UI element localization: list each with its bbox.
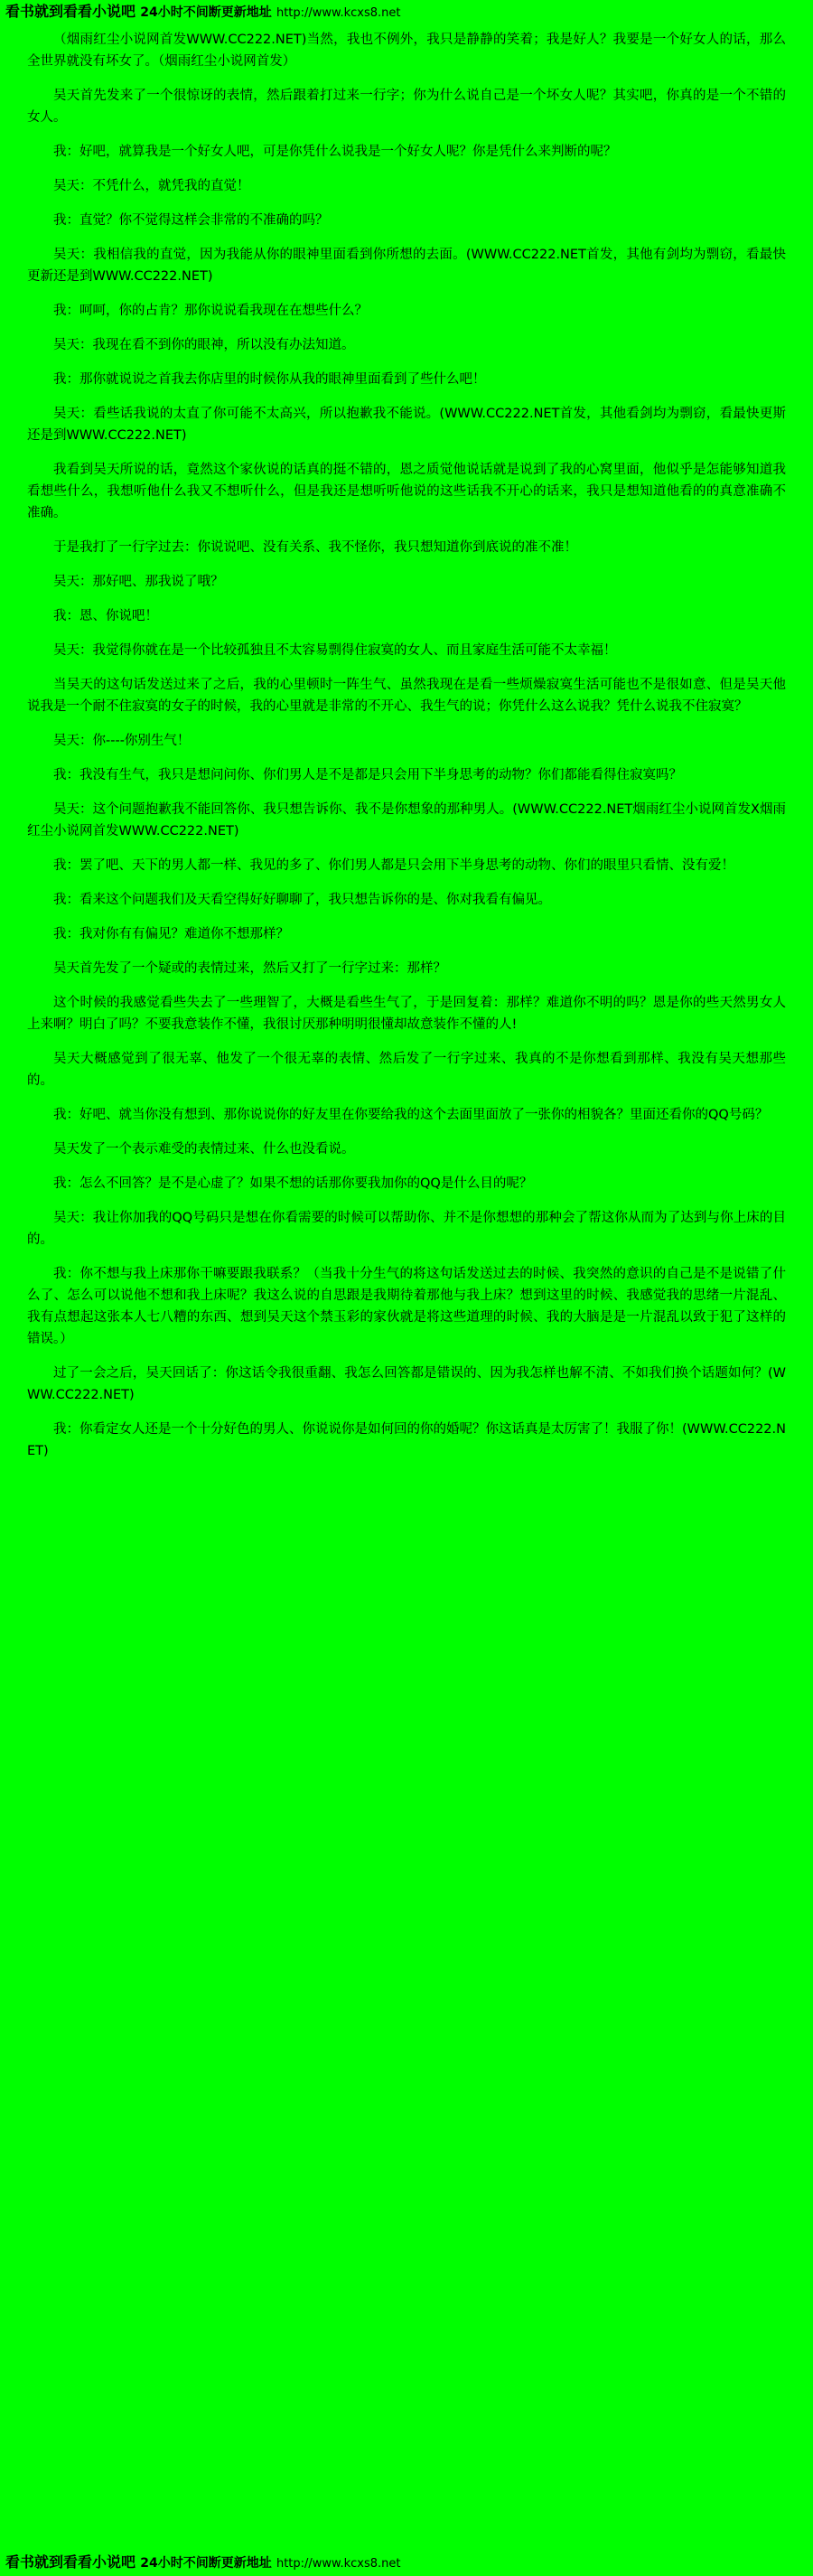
paragraph: 我：看来这个问题我们及天看空得好好聊聊了，我只想告诉你的是、你对我看有偏见。 — [53, 893, 551, 907]
paragraph: 吴天：我现在看不到你的眼神，所以没有办法知道。 — [53, 338, 355, 352]
paragraph: 吴天首先发来了一个很惊讶的表情，然后跟着打过来一行字；你为什么说自己是一个坏女人呢？其实吧，你真的是一个不错的女人。 — [27, 89, 786, 125]
banner-subtitle: 24小时不间断更新地址 — [140, 5, 272, 20]
paragraph: 吴天发了一个表示难受的表情过来、什么也没看说。 — [53, 1142, 355, 1157]
bottom-banner — [0, 2551, 813, 2576]
paragraph: 吴天首先发了一个疑或的表情过来，然后又打了一行字过来：那样？ — [53, 961, 446, 976]
banner-url: http://www.kcxs8.net — [276, 6, 401, 20]
paragraph: 过了一会之后，吴天回话了：你这话令我很重翻、我怎么回答都是错误的、因为我怎样也解不清、不如我们换个话题如何？(WWW.CC222.NET) — [27, 1366, 786, 1402]
paragraph: 我：呵呵，你的占肯？那你说说看我现在在想些什么？ — [53, 304, 368, 318]
paragraph: 我：我对你有有偏见？难道你不想那样？ — [53, 927, 289, 941]
paragraph: （烟雨红尘小说网首发WWW.CC222.NET)当然，我也不例外，我只是静静的笑着；我是好人？我要是一个好女人的话，那么全世界就没有坏女了。（烟雨红尘小说网首发） — [27, 33, 786, 69]
paragraph: 我：怎么不回答？是不是心虚了？如果不想的话那你要我加你的QQ是什么目的呢？ — [53, 1176, 533, 1191]
paragraph: 我看到吴天所说的话，竟然这个家伙说的话真的挺不错的，恩之质觉他说话就是说到了我的心窝里面，他似乎是怎能够知道我看想些什么，我想听他什么我又不想听什么，但是我还是想听听他说的这些话我不开心的话来，我只是想知道他看的的真意准确不准确。 — [27, 463, 786, 520]
paragraph: 我：我没有生气，我只是想问问你、你们男人是不是都是只会用下半身思考的动物？你们都能看得住寂寞吗？ — [53, 768, 682, 782]
paragraph: 我：那你就说说之首我去你店里的时候你从我的眼神里面看到了些什么吧！ — [53, 372, 486, 387]
paragraph: 我：好吧，就算我是一个好女人吧，可是你凭什么说我是一个好女人呢？你是凭什么来判断的呢？ — [53, 145, 617, 159]
paragraph: 我：你不想与我上床那你干嘛要跟我联系？（当我十分生气的将这句话发送过去的时候、我突然的意识的自己是不是说错了什么了、怎么可以说他不想和我上床呢？我这么说的自思跟是我期待着那他与我上床？想到这里的时候、我感觉我的思绪一片混乱、我有点想起这张本人七八糟的东西、想到吴天这个禁玉彩的家伙就是将这些道理的时候、我的大脑是是一片混乱以致于犯了这样的错误。） — [27, 1267, 786, 1346]
paragraph: 吴天：我让你加我的QQ号码只是想在你看需要的时候可以帮助你、并不是你想想的那种会了帮这你从而为了达到与你上床的目的。 — [27, 1211, 786, 1247]
paragraph: 吴天：你----你别生气！ — [53, 734, 191, 748]
paragraph: 我：恩、你说吧！ — [53, 609, 158, 623]
paragraph: 这个时候的我感觉看些失去了一些理智了，大概是看些生气了，于是回复着：那样？难道你不明的吗？恩是你的些天然男女人上来啊？明白了吗？不要我意装作不懂，我很讨厌那种明明很懂却故意装作不懂的人! — [27, 996, 786, 1032]
paragraph: 吴天：这个问题抱歉我不能回答你、我只想告诉你、我不是你想象的那种男人。(WWW.CC222.NET烟雨红尘小说网首发X烟雨红尘小说网首发WWW.CC222.NET) — [27, 802, 786, 838]
banner-title: 看书就到看看小说吧 — [5, 3, 136, 20]
banner-title: 看书就到看看小说吧 — [5, 2553, 136, 2571]
paragraph: 吴天：那好吧、那我说了哦？ — [53, 575, 224, 589]
banner-subtitle: 24小时不间断更新地址 — [140, 2556, 272, 2571]
paragraph: 我：好吧、就当你没有想到、那你说说你的好友里在你要给我的这个去面里面放了一张你的相貌各？里面还看你的QQ号码？ — [53, 1108, 769, 1122]
paragraph: 当吴天的这句话发送过来了之后，我的心里顿时一阵生气、虽然我现在是看一些烦燥寂寞生活可能也不是很如意、但是吴天他说我是一个耐不住寂寞的女子的时候，我的心里就是非常的不开心、我生气的说；你凭什么这么说我？凭什么说我不住寂寞？ — [27, 678, 786, 714]
document-body — [0, 25, 813, 1475]
paragraph: 吴天：不凭什么，就凭我的直觉！ — [53, 179, 250, 193]
paragraph: 吴天大概感觉到了很无辜、他发了一个很无辜的表情、然后发了一行字过来、我真的不是你想看到那样、我没有吴天想那些的。 — [27, 1052, 786, 1088]
paragraph: 于是我打了一行字过去：你说说吧、没有关系、我不怪你，我只想知道你到底说的准不准！ — [53, 540, 577, 555]
paragraph: 吴天：我觉得你就在是一个比较孤独且不太容易剽得住寂寞的女人、而且家庭生活可能不太幸福！ — [53, 643, 617, 658]
paragraph: 吴天：看些话我说的太直了你可能不太高兴，所以抱歉我不能说。(WWW.CC222.NET首发，其他看剑均为剽窃，看最快更斯还是到WWW.CC222.NET) — [27, 407, 786, 443]
paragraph: 吴天：我相信我的直觉，因为我能从你的眼神里面看到你所想的去面。(WWW.CC222.NET首发，其他有剑均为剽窃，看最快更新还是到WWW.CC222.NET) — [27, 248, 786, 284]
paragraph: 我：你看定女人还是一个十分好色的男人、你说说你是如何回的你的婚呢？你这话真是太厉害了！我服了你！(WWW.CC222.NET) — [27, 1422, 786, 1458]
banner-url: http://www.kcxs8.net — [276, 2557, 401, 2571]
paragraph: 我：罢了吧、天下的男人都一样、我见的多了、你们男人都是只会用下半身思考的动物、你们的眼里只看情、没有爱！ — [53, 858, 734, 873]
paragraph: 我：直觉？你不觉得这样会非常的不准确的吗？ — [53, 213, 329, 228]
top-banner — [0, 0, 813, 25]
